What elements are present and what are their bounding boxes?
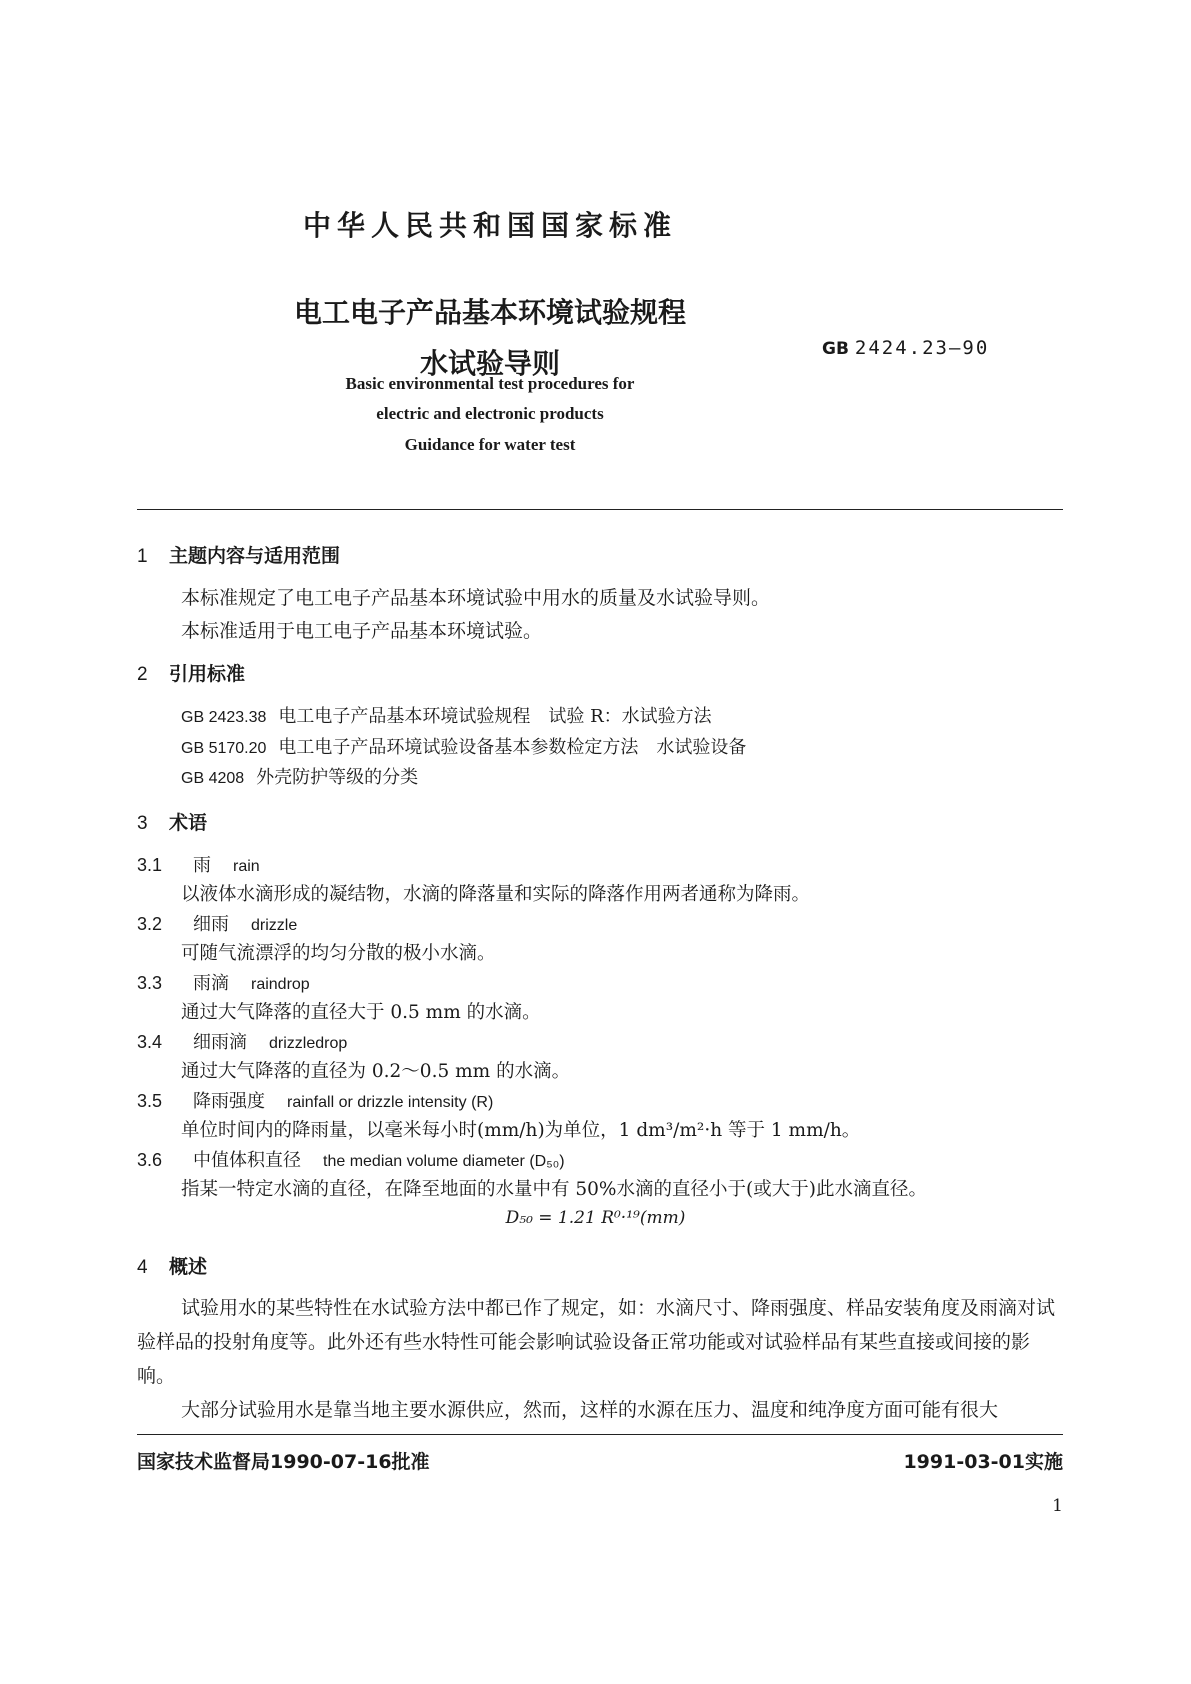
term-heading [137,1146,565,1172]
term-heading [137,1087,493,1113]
reference-title: 电工电子产品环境试验设备基本参数检定方法 水试验设备 [278,737,747,758]
document-title-line1: 电工电子产品基本环境试验规程 [293,296,686,329]
term-chinese: 雨滴 [193,973,229,994]
reference-title: 外壳防护等级的分类 [256,767,419,788]
header-divider [137,509,1063,510]
term-english: drizzle [251,917,298,934]
standard-prefix: GB [822,339,849,359]
reference-title: 电工电子产品基本环境试验规程 试验 R：水试验方法 [278,706,712,727]
reference-code: GB 2423.38 [181,709,267,726]
section-4-title: 概述 [169,1256,208,1278]
term-number: 3.4 [137,1032,163,1052]
document-title-line2: 水试验导则 [419,347,560,380]
term-number: 3.3 [137,973,163,993]
term-english: rain [233,858,260,875]
term-definition: 指某一特定水滴的直径，在降至地面的水量中有 50%水滴的直径小于(或大于)此水滴直径。 [181,1179,927,1200]
implementation-date: 1991-03-01实施 [903,1451,1063,1473]
section-1-paragraph-1: 本标准规定了电工电子产品基本环境试验中用水的质量及水试验导则。 [181,587,771,609]
term-chinese: 雨 [193,855,211,876]
reference-code: GB 5170.20 [181,740,267,757]
reference-code: GB 4208 [181,770,245,787]
term-english: drizzledrop [269,1035,348,1052]
section-3-heading [137,808,207,835]
term-english: rainfall or drizzle intensity (R) [287,1094,494,1111]
term-number: 3.6 [137,1150,163,1170]
section-3-title: 术语 [169,812,208,834]
footer-divider [137,1434,1063,1435]
national-standard-heading: 中华人民共和国国家标准 [302,209,677,242]
section-1-paragraph-2: 本标准适用于电工电子产品基本环境试验。 [181,620,543,642]
term-definition: 以液体水滴形成的凝结物，水滴的降落量和实际的降落作用两者通称为降雨。 [181,884,811,905]
term-number: 3.1 [137,855,163,875]
term-heading [137,969,310,995]
term-chinese: 细雨 [193,914,229,935]
reference-item [181,733,746,759]
term-definition: 通过大气降落的直径为 0.2～0.5 mm 的水滴。 [181,1061,571,1082]
term-heading [137,910,297,936]
section-1-title: 主题内容与适用范围 [169,545,341,567]
term-definition: 通过大气降落的直径大于 0.5 mm 的水滴。 [181,1002,541,1023]
median-diameter-formula: D₅₀ = 1.21 R⁰·¹⁹(mm) [505,1208,686,1228]
section-2-title: 引用标准 [169,663,246,685]
section-1-number: 1 [137,546,148,567]
standard-number [822,337,989,359]
term-chinese: 降雨强度 [193,1091,265,1112]
term-chinese: 中值体积直径 [193,1150,301,1171]
term-heading [137,1028,347,1054]
term-english: raindrop [251,976,310,993]
section-1-heading [137,541,340,568]
english-title-line3: Guidance for water test [404,435,576,454]
term-chinese: 细雨滴 [193,1032,247,1053]
section-4-paragraph-2: 大部分试验用水是靠当地主要水源供应，然而，这样的水源在压力、温度和纯净度方面可能有很大 [181,1399,999,1421]
section-3-number: 3 [137,813,148,834]
standard-code: 2424.23—90 [854,337,990,359]
section-4-heading [137,1252,207,1279]
term-definition: 单位时间内的降雨量，以毫米每小时(mm/h)为单位，1 dm³/m²·h 等于 1 mm/h。 [181,1120,861,1141]
reference-item [181,702,712,728]
term-number: 3.5 [137,1091,163,1111]
term-number: 3.2 [137,914,163,934]
section-2-number: 2 [137,664,148,685]
term-definition: 可随气流漂浮的均匀分散的极小水滴。 [181,943,496,964]
section-2-heading [137,659,245,686]
page-number: 1 [1052,1496,1063,1516]
english-title-line1: Basic environmental test procedures for [345,374,635,393]
english-title-line2: electric and electronic products [376,404,604,423]
term-heading [137,851,260,877]
approval-statement: 国家技术监督局1990-07-16批准 [137,1451,430,1473]
term-english: the median volume diameter (D₅₀) [323,1153,565,1170]
reference-item [181,763,418,789]
section-4-paragraph-1: 试验用水的某些特性在水试验方法中都已作了规定，如：水滴尺寸、降雨强度、样品安装角度及雨滴对试验样品的投射角度等。此外还有些水特性可能会影响试验设备正常功能或对试验样品有某些直接或间接的影响。 [137,1297,1056,1387]
section-4-number: 4 [137,1257,148,1278]
